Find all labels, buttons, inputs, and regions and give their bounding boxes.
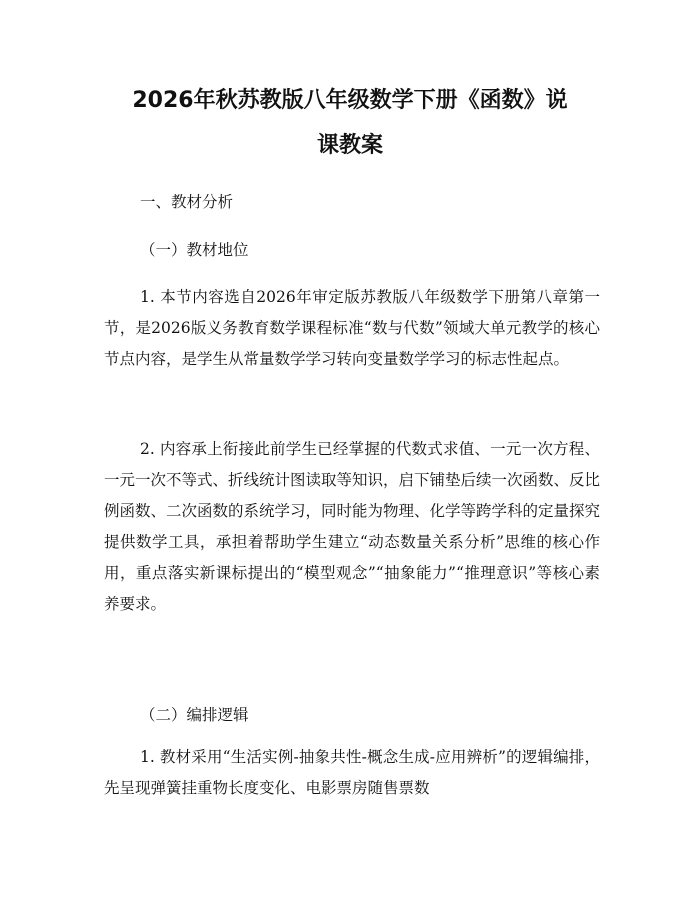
document-title-line-2: 课教案 bbox=[316, 133, 383, 158]
document-title-line-1: 2026年秋苏教版八年级数学下册《函数》说 bbox=[132, 88, 568, 113]
subsection-heading-textbook-position: （一）教材地位 bbox=[140, 241, 249, 259]
paragraph-2: 2. 内容承上衔接此前学生已经掌握的代数式求值、一元一次方程、一元一次不等式、折线统计图读取等知识，启下铺垫后续一次函数、反比例函数、二次函数的系统学习，同时能为物理、化学等跨学科的定量探究提供数学工具，承担着帮助学生建立“动态数量关系分析”思维的核心作用，重点落实新课标提出的“模型观念”“抽象能力”“推理意识”等核心素养要求。 bbox=[104, 440, 601, 613]
section-heading-textbook-analysis: 一、教材分析 bbox=[140, 193, 234, 211]
subsection-heading-arrangement-logic: （二）编排逻辑 bbox=[140, 706, 249, 724]
paragraph-1: 1. 本节内容选自2026年审定版苏教版八年级数学下册第八章第一节，是2026版义务教育数学课程标准“数与代数”领域大单元教学的核心节点内容，是学生从常量数学学习转向变量数学学习的标志性起点。 bbox=[104, 288, 600, 368]
paragraph-3: 1. 教材采用“生活实例-抽象共性-概念生成-应用辨析”的逻辑编排，先呈现弹簧挂重物长度变化、电影票房随售票数 bbox=[104, 748, 600, 797]
